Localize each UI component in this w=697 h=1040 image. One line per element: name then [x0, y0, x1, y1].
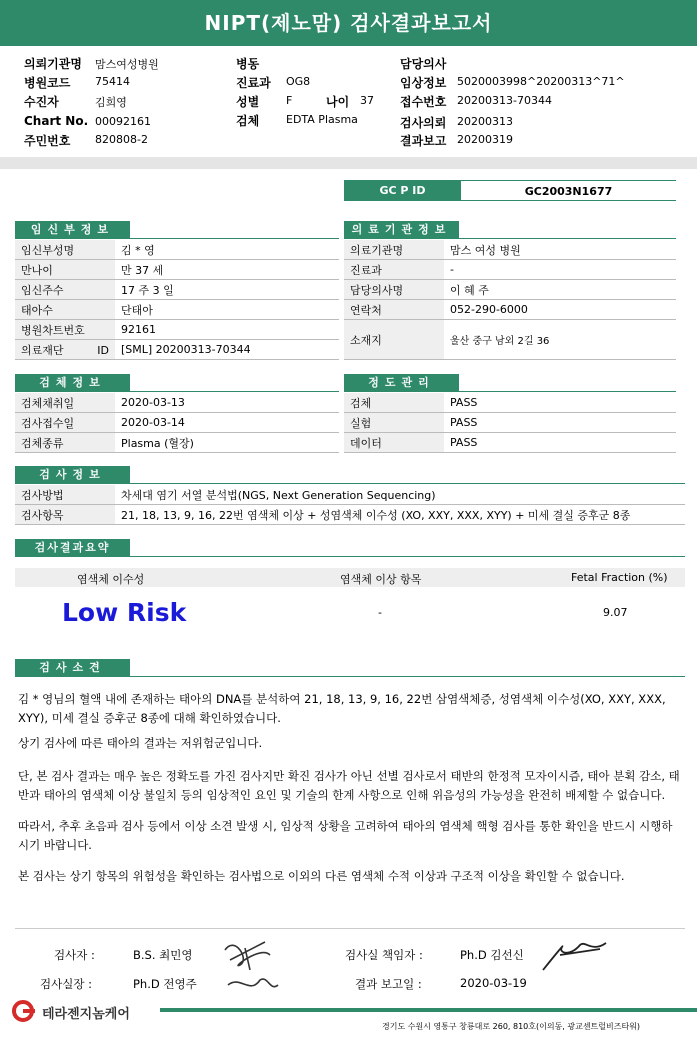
signature-image	[540, 935, 610, 975]
row-value: 21, 18, 13, 9, 16, 22번 염색체 이상 + 성염색체 이수성 (XO, XXY, XXX, XYY) + 미세 결실 증후군 8종	[115, 505, 685, 525]
clinical-value: 5020003998^20200313^71^	[457, 75, 625, 88]
divider	[15, 928, 685, 929]
date-label: 결과 보고일 :	[355, 977, 422, 991]
divider-band	[0, 157, 697, 169]
gc-pid-value: GC2003N1677	[461, 180, 676, 201]
table-row	[15, 340, 339, 360]
row-key: 병원차트번호	[15, 320, 115, 340]
company-name: 테라젠지놈케어	[42, 1007, 130, 1022]
abnormal-value: -	[378, 606, 382, 619]
dept-value: OG8	[286, 75, 311, 88]
fetal-fraction-value: 9.07	[603, 606, 628, 619]
section-line	[15, 676, 685, 677]
row-value: 2020-03-13	[115, 393, 339, 413]
table-row	[15, 240, 339, 260]
row-key: 임신주수	[15, 280, 115, 300]
rrn-value: 820808-2	[95, 133, 148, 146]
row-key: 만나이	[15, 260, 115, 280]
row-key: 의료기관명	[344, 240, 444, 260]
risk-result: Low Risk	[62, 598, 187, 627]
receipt-label: 접수번호	[400, 95, 447, 109]
table-row	[15, 393, 339, 413]
chief-label: 검사실장 :	[40, 977, 92, 991]
row-key: 검사방법	[15, 485, 115, 505]
dept-label: 진료과	[236, 76, 271, 90]
row-value: 만 37 세	[115, 260, 339, 280]
receipt-value: 20200313-70344	[457, 94, 552, 107]
section-line	[15, 483, 685, 484]
specimen-label: 검체	[236, 114, 260, 128]
summary-heading: 검사결과요약	[15, 539, 130, 557]
test-heading: 검사정보	[15, 466, 130, 484]
row-key: 데이터	[344, 433, 444, 453]
footer-bar	[160, 1008, 697, 1012]
section-line	[15, 556, 685, 557]
table-row	[344, 240, 676, 260]
institution-heading: 의료기관정보	[344, 221, 459, 239]
row-value: PASS	[444, 393, 676, 413]
specimen-heading: 검체정보	[15, 374, 130, 392]
table-row	[344, 260, 676, 280]
company-logo-icon	[12, 1000, 38, 1022]
row-value: PASS	[444, 413, 676, 433]
age-value: 37	[360, 94, 374, 107]
row-value: Plasma (혈장)	[115, 433, 339, 453]
opinion-paragraph-5: 본 검사는 상기 항목의 위험성을 확인하는 검사법으로 이외의 다른 염색체 수적 이상과 구조적 이상을 확인할 수 없습니다.	[18, 869, 625, 883]
row-value: 이 혜 주	[444, 280, 676, 300]
row-value: 2020-03-14	[115, 413, 339, 433]
table-row	[15, 260, 339, 280]
opinion-paragraph-3: 단, 본 검사 결과는 매우 높은 정확도를 가진 검사지만 확진 검사가 아닌 선별 검사로서 태반의 한정적 모자이시즘, 태아 분획 감소, 태반과 태아의 염색체 이상 불일치 등의 임상적인 요인 및 기술의 한계 사항으로 인해 위음성의 가능성을 완전히 배제할 수 없습니다.	[18, 769, 680, 802]
table-row	[15, 320, 339, 340]
table-row	[15, 280, 339, 300]
request-value: 20200313	[457, 115, 513, 128]
opinion-heading: 검사소견	[15, 659, 130, 677]
company-address: 경기도 수원시 영통구 창룡대로 260, 810호(이의동, 광교센트럴비즈타워)	[382, 1022, 641, 1031]
opinion-paragraph-2: 상기 검사에 따른 태아의 결과는 저위험군입니다.	[18, 736, 263, 750]
row-key: 진료과	[344, 260, 444, 280]
row-key: 임신부성명	[15, 240, 115, 260]
tester-label: 검사자 :	[54, 948, 95, 962]
gc-pid-label: GC P ID	[344, 180, 461, 201]
chart-label: Chart No.	[24, 114, 89, 128]
institution-table	[344, 240, 676, 360]
report-title: NIPT(제노맘) 검사결과보고서	[0, 0, 697, 46]
row-key: 실험	[344, 413, 444, 433]
row-value: 맘스 여성 병원	[444, 240, 676, 260]
pregnant-table	[15, 240, 339, 360]
row-value: 김 * 영	[115, 240, 339, 260]
request-label: 검사의뢰	[400, 116, 447, 130]
specimen-table	[15, 393, 339, 453]
table-row	[344, 393, 676, 413]
row-value: 차세대 염기 서열 분석법(NGS, Next Generation Sequencing)	[115, 485, 685, 505]
table-row	[15, 300, 339, 320]
table-row	[344, 413, 676, 433]
row-key: 검체채취일	[15, 393, 115, 413]
signature-image	[220, 930, 280, 1000]
table-row	[344, 300, 676, 320]
physician-label: 담당의사	[400, 57, 447, 71]
lead-value: Ph.D 김선신	[460, 948, 524, 962]
section-line	[15, 391, 339, 392]
sex-label: 성별	[236, 95, 260, 109]
table-row	[15, 413, 339, 433]
opinion-paragraph-1: 김 * 영님의 혈액 내에 존재하는 태아의 DNA를 분석하여 21, 18, 13, 9, 16, 22번 삼염색체증, 성염색체 이수성(XO, XXY, XXX, XYY), 미세 결실 증후군 8종에 대해 확인하였습니다.	[18, 692, 666, 725]
table-row	[15, 505, 685, 525]
report-value: 20200319	[457, 133, 513, 146]
sex-value: F	[286, 94, 293, 107]
patient-value: 김희영	[95, 96, 127, 109]
clinical-label: 임상정보	[400, 76, 447, 90]
age-label: 나이	[326, 95, 350, 109]
lead-label: 검사실 책임자 :	[345, 948, 423, 962]
pregnant-heading: 임신부정보	[15, 221, 130, 239]
row-key: 검체	[344, 393, 444, 413]
row-value: 17 주 3 일	[115, 280, 339, 300]
test-table	[15, 485, 685, 525]
row-value: PASS	[444, 433, 676, 453]
row-key: 검사접수일	[15, 413, 115, 433]
specimen-value: EDTA Plasma	[286, 113, 358, 126]
table-row	[15, 433, 339, 453]
table-row	[344, 433, 676, 453]
report-label: 결과보고	[400, 134, 447, 148]
row-value: 울산 중구 남외 2길 36	[444, 320, 676, 360]
row-key: 의료재단 ID	[15, 340, 115, 360]
chief-value: Ph.D 전영주	[133, 977, 197, 991]
chart-value: 00092161	[95, 115, 151, 128]
row-key: 소재지	[344, 320, 444, 360]
row-value: 92161	[115, 320, 339, 340]
rrn-label: 주민번호	[24, 134, 71, 148]
opinion-paragraph-4: 따라서, 추후 초음파 검사 등에서 이상 소견 발생 시, 임상적 상황을 고려하여 태아의 염색체 핵형 검사를 통한 확인을 반드시 시행하시기 바랍니다.	[18, 819, 673, 852]
row-key: 태아수	[15, 300, 115, 320]
row-value: -	[444, 260, 676, 280]
section-line	[344, 238, 676, 239]
table-row	[15, 485, 685, 505]
hospital-label: 의뢰기관명	[24, 57, 82, 71]
row-key: 연락처	[344, 300, 444, 320]
patient-label: 수진자	[24, 95, 59, 109]
qc-heading: 정도관리	[344, 374, 459, 392]
row-value: [SML] 20200313-70344	[115, 340, 339, 360]
hospital-value: 맘스여성병원	[95, 58, 159, 71]
col-fetal-fraction: Fetal Fraction (%)	[571, 571, 668, 584]
row-key: 담당의사명	[344, 280, 444, 300]
row-value: 052-290-6000	[444, 300, 676, 320]
header-info	[0, 46, 697, 156]
col-aneuploidy: 염색체 이수성	[77, 573, 145, 586]
row-value: 단태아	[115, 300, 339, 320]
code-label: 병원코드	[24, 76, 71, 90]
section-line	[344, 391, 676, 392]
code-value: 75414	[95, 75, 130, 88]
table-row	[344, 280, 676, 300]
summary-header-row	[15, 568, 685, 587]
date-value: 2020-03-19	[460, 976, 527, 990]
section-line	[15, 238, 339, 239]
ward-label: 병동	[236, 57, 260, 71]
tester-value: B.S. 최민영	[133, 948, 193, 962]
row-key: 검사항목	[15, 505, 115, 525]
table-row	[344, 320, 676, 360]
qc-table	[344, 393, 676, 453]
col-abnormal: 염색체 이상 항목	[340, 573, 422, 586]
row-key: 검체종류	[15, 433, 115, 453]
